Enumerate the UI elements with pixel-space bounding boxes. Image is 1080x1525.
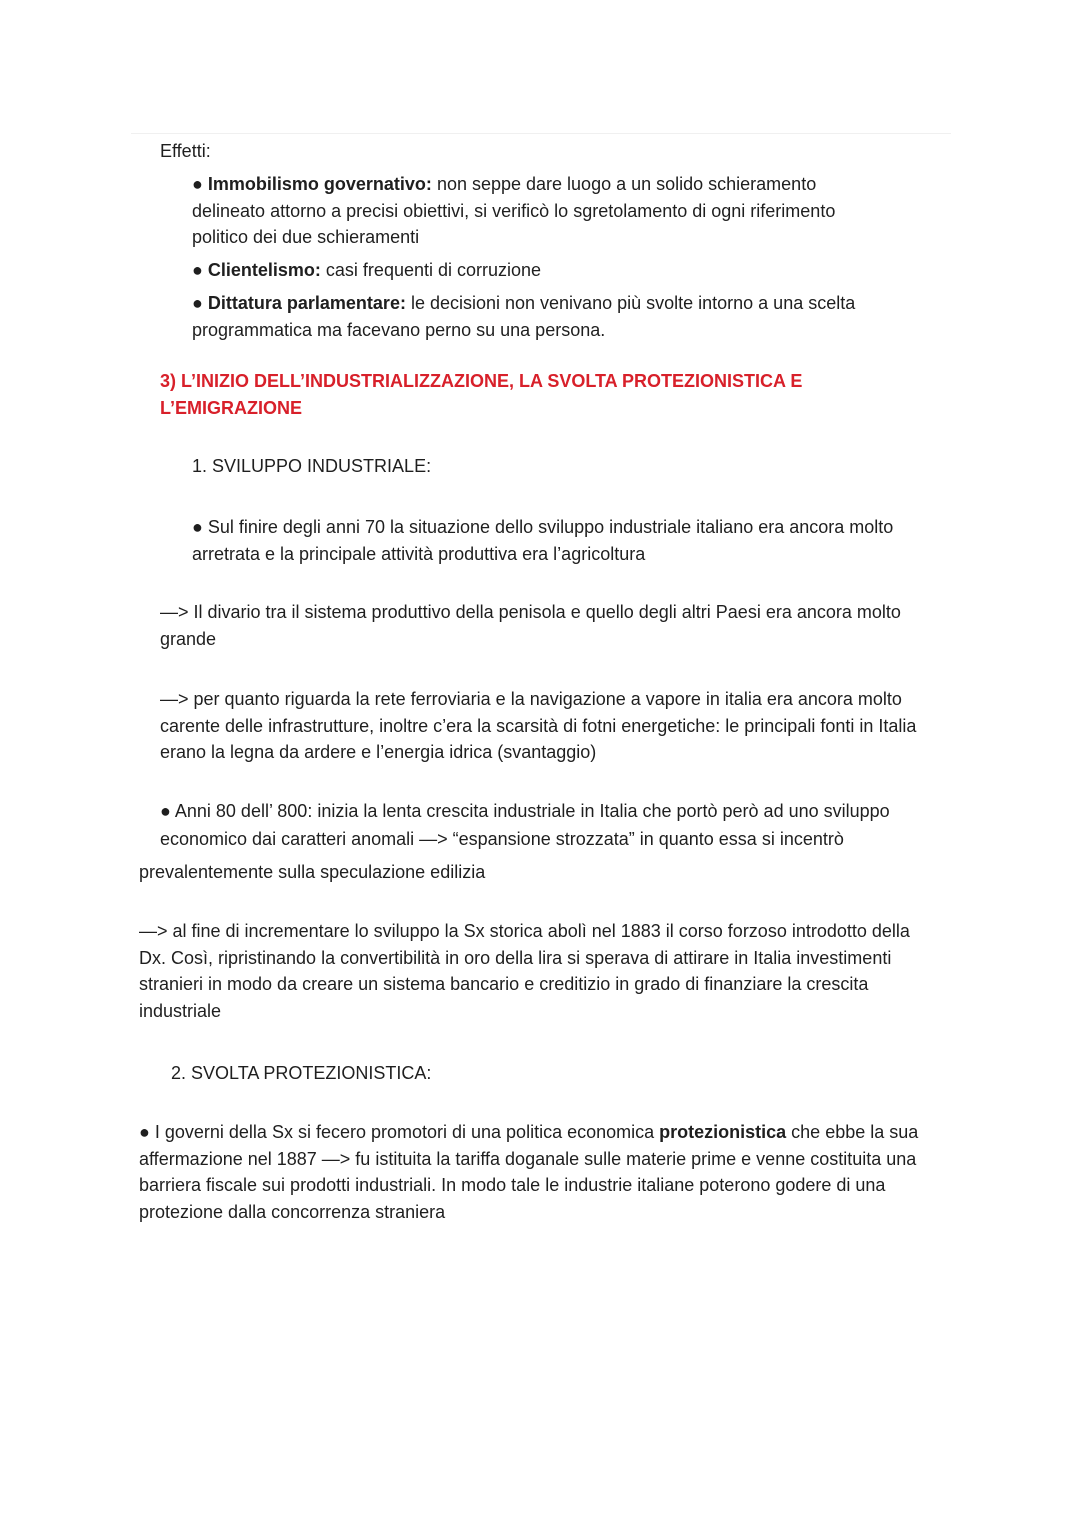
prot-text-before: ● I governi della Sx si fecero promotori di una politica economica	[139, 1122, 660, 1142]
item-term: Clientelismo:	[207, 260, 321, 280]
arrow-paragraph-divario: —> Il divario tra il sistema produttivo della penisola e quello degli altri Paesi era ancora molto grande	[160, 602, 901, 649]
prot-text-after: che ebbe la sua affermazione nel 1887 —> fu istituita la tariffa doganale sulle materie prime e venne costituita una barriera fiscale sui prodotti industriali. In modo tale le industrie italiane poterono godere di una protezione dalla concorrenza straniera	[139, 1122, 919, 1222]
anni80-line-2: economico dai caratteri anomali —> “espansione strozzata” in quanto essa si incentrò	[160, 829, 844, 849]
section-3-heading: 3) L’INIZIO DELL’INDUSTRIALIZZAZIONE, LA SVOLTA PROTEZIONISTICA E L’EMIGRAZIONE	[160, 371, 803, 418]
sviluppo-bullet: ● Sul finire degli anni 70 la situazione dello sviluppo industriale italiano era ancora molto arretrata e la principale attività produttiva era l’agricoltura	[192, 517, 894, 564]
prot-bold-term: protezionistica	[659, 1122, 787, 1142]
anni80-line-1: ● Anni 80 dell’ 800: inizia la lenta crescita industriale in Italia che portò però ad uno sviluppo	[160, 801, 890, 821]
subsection-1-title: 1. SVILUPPO INDUSTRIALE:	[192, 456, 432, 476]
effetti-label: Effetti:	[160, 141, 211, 161]
effetti-item-immobilismo	[192, 171, 892, 251]
bullet-icon: ●	[192, 174, 203, 194]
page-top-rule	[131, 133, 951, 134]
item-term: Immobilismo governativo:	[207, 174, 432, 194]
arrow-paragraph-corso-forzoso: —> al fine di incrementare lo sviluppo la Sx storica abolì nel 1883 il corso forzoso introdotto della Dx. Così, ripristinando la convertibilità in oro della lira si sperava di attirare in Italia investimenti stranieri in modo da creare un sistema bancario e creditizio in grado di finanziare la crescita industriale	[139, 921, 910, 1021]
protezionismo-paragraph	[139, 1119, 944, 1225]
item-text: le decisioni non venivano più svolte intorno a una scelta programmatica ma facevano perno su una persona.	[192, 293, 856, 340]
item-text: casi frequenti di corruzione	[320, 260, 542, 280]
bullet-icon: ●	[192, 260, 203, 280]
effetti-item-clientelismo	[192, 257, 912, 284]
item-term: Dittatura parlamentare:	[207, 293, 406, 313]
arrow-paragraph-infrastrutture: —> per quanto riguarda la rete ferroviaria e la navigazione a vapore in italia era ancora molto carente delle infrastrutture, inoltre c’era la scarsità di fotni energetiche: le principali fonti in Italia erano la legna da ardere e l’energia idrica (svantaggio)	[160, 689, 917, 762]
effetti-item-dittatura	[192, 290, 912, 343]
anni80-line-3: prevalentemente sulla speculazione edilizia	[139, 862, 486, 882]
bullet-icon: ●	[192, 293, 203, 313]
subsection-2-title: 2. SVOLTA PROTEZIONISTICA:	[171, 1063, 432, 1083]
item-text: non seppe dare luogo a un solido schieramento delineato attorno a precisi obiettivi, si verificò lo sgretolamento di ogni riferimento politico dei due schieramenti	[192, 174, 836, 247]
